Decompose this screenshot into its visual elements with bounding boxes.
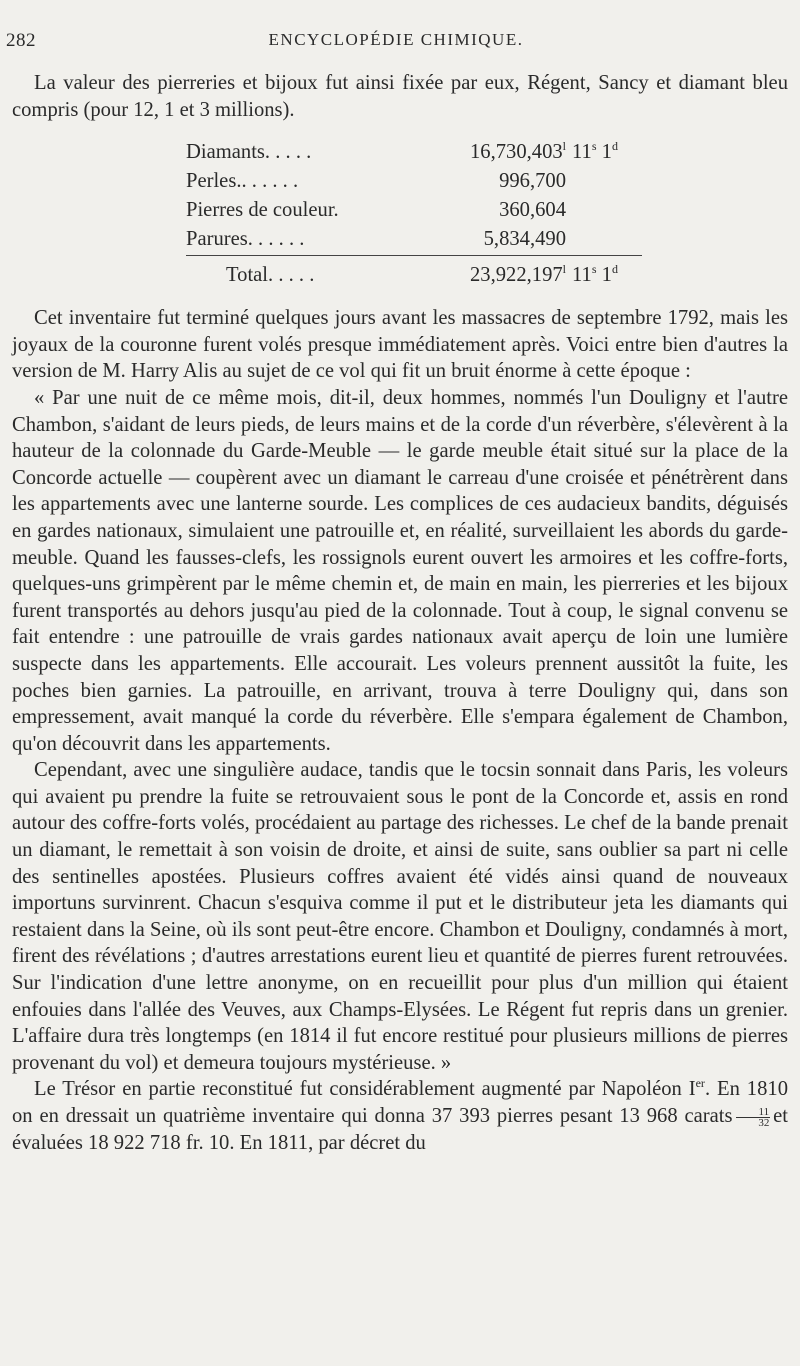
page-number: 282: [6, 30, 36, 51]
carat-fraction: $\frac{11}{32}$: [736, 1107, 771, 1128]
quote-paragraph: Cependant, avec une singulière audace, tandis que le tocsin sonnait dans Paris, les voleurs qui avaient pu prendre la fuite se retrouvaient sous le pont de la Concorde et, assis en rond autour des coffre-forts volés, procédaient au partage des richesses. Le chef de la bande prenait un diamant, le remettait à son voisin de droite, et ainsi de suite, sans oublier sa part ni celle des sentinelles apostées. Plusieurs coffres avaient été vidés ainsi quand de nouveaux importuns survinrent. Chacun s'esquiva comme il put et le distributeur jeta les diamants qui restaient dans la Seine, où ils sont peut-être encore. Chambon et Douligny, condamnés à mort, firent des révélations ; d'autres arrestations eurent lieu et quantité de pierres furent retrouvées. Sur l'indication d'une lettre anonyme, on en recueillit pour plus d'un million qui étaient enfouies dans l'allée des Veuves, aux Champs-Elysées. Le Régent fut repris dans un grenier. L'affaire dura très longtemps (en 1814 il fut encore restitué pour plusieurs millions de pierres provenant du vol) et demeura toujours mystérieuse. »: [12, 759, 788, 1074]
page-header: [6, 30, 786, 58]
row-label: Pierres de couleur.: [186, 199, 339, 222]
row-label: Perles.. . . . . .: [186, 170, 299, 193]
row-label: Diamants. . . . .: [186, 141, 312, 164]
running-title: ENCYCLOPÉDIE CHIMIQUE.: [268, 30, 524, 49]
inventory-table: [186, 139, 642, 291]
row-value: 360,604: [499, 199, 566, 222]
total-row: [186, 256, 642, 292]
final-paragraph: Le Trésor en partie reconstitué fut considérablement augmenté par Napoléon Ier. En 1810 on en dressait un quatrième inventaire qui donna 37 393 pierres pesant 13 968 carats $\frac{11}{32}$ et évaluées 18 922 718 fr. 10. En 1811, par décret du: [12, 1076, 788, 1154]
row-value: 996,700: [499, 170, 566, 193]
total-value: 23,922,197$^l$: [416, 256, 566, 292]
row-label: Parures. . . . . .: [186, 228, 305, 251]
row-value: 5,834,490: [483, 228, 566, 251]
table-row: [186, 168, 642, 197]
total-label: Total. . . . .: [186, 256, 416, 292]
table-row: [186, 226, 642, 256]
page-body: [12, 70, 788, 1156]
table-row: [186, 139, 642, 168]
total-fraction: 11$^s$ 1$^d$: [566, 256, 642, 292]
quote-paragraph: « Par une nuit de ce même mois, dit-il, deux hommes, nommés l'un Douligny et l'autre Chambon, s'aidant de leurs pieds, de leurs mains et de la corde d'un réverbère, s'élevèrent à la hauteur de la colonnade du Garde-Meuble — le garde meuble était situé sur la place de la Concorde actuelle — coupèrent avec un diamant le carreau d'une croisée et pénétrèrent dans les appartements avec une lanterne sourde. Les complices de ces audacieux bandits, déguisés en gardes nationaux, simulaient une patrouille et, en réalité, surveillaient les abords du garde-meuble. Quand les fausses-clefs, les rossignols eurent ouvert les armoires et les coffre-forts, quelques-uns grimpèrent par le même chemin et, de main en main, les pierreries et les bijoux furent transportés au dehors jusqu'au pied de la colonnade. Tout à coup, le signal convenu se fait entendre : une patrouille de vrais gardes nationaux avait aperçu de loin une lumière suspecte dans les appartements. Elle accourait. Les voleurs prennent aussitôt la fuite, les poches bien garnies. La patrouille, en arrivant, trouva à terre Douligny qui, dans son empressement, avait manqué la corde du réverbère. Elle s'empara également de Chambon, qu'on découvrit dans les appartements.: [12, 386, 788, 755]
table-row: [186, 197, 642, 226]
paragraph: Cet inventaire fut terminé quelques jours avant les massacres de septembre 1792, mais les joyaux de la couronne furent volés presque immédiatement après. Voici entre bien d'autres la version de M. Harry Alis au sujet de ce vol qui fit un bruit énorme à cette époque :: [12, 307, 788, 383]
row-value: 16,730,403$^l$: [469, 139, 566, 164]
row-fraction: 11$^s$ 1$^d$: [572, 139, 618, 164]
intro-paragraph: La valeur des pierreries et bijoux fut ainsi fixée par eux, Régent, Sancy et diamant bleu compris (pour 12, 1 et 3 millions).: [12, 72, 788, 121]
